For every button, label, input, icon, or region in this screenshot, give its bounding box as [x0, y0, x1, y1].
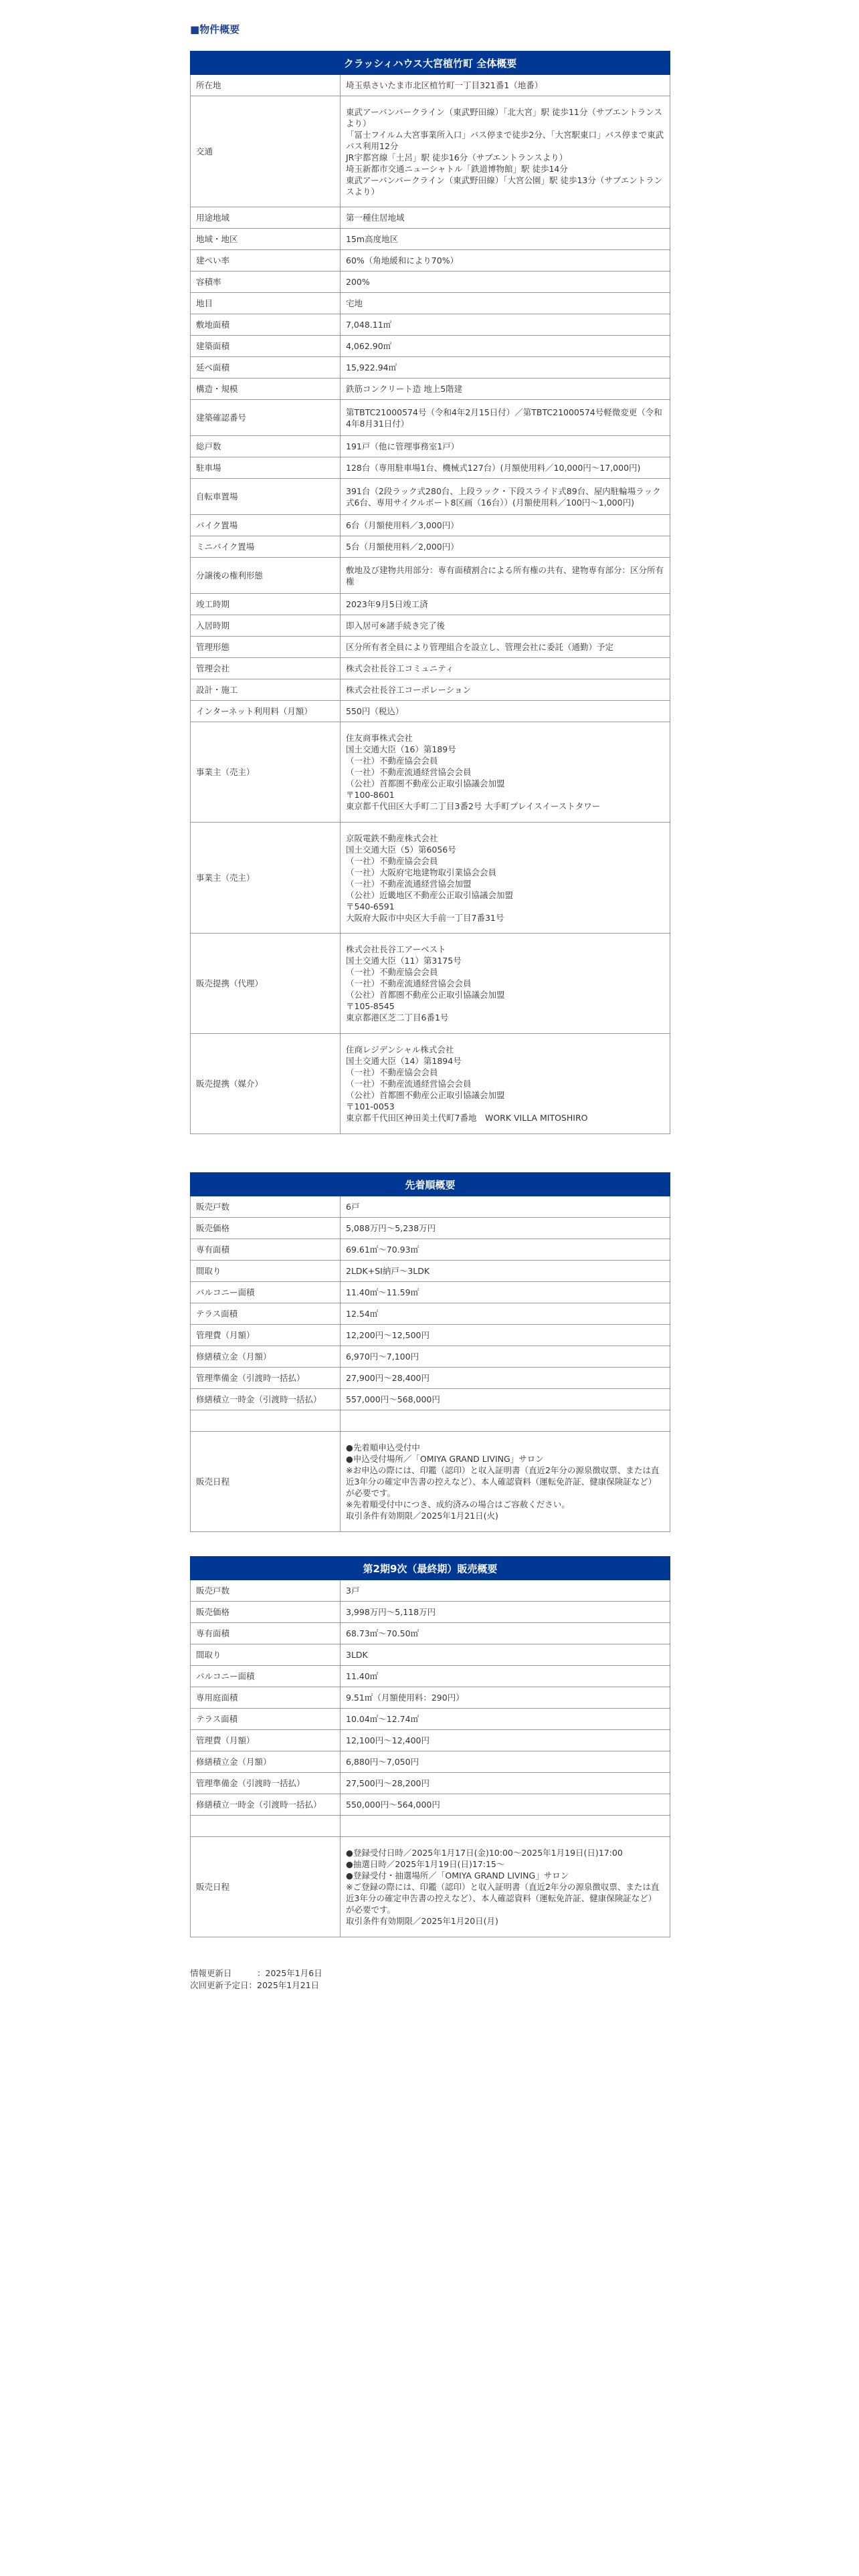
row-label: 自転車置場	[191, 479, 341, 515]
table-row	[191, 400, 670, 436]
row-value: 69.61㎡〜70.93㎡	[341, 1239, 670, 1261]
row-label: 専有面積	[191, 1623, 341, 1644]
row-value: 12,100円〜12,400円	[341, 1730, 670, 1751]
table-row	[191, 1432, 670, 1532]
row-value: 住商レジデンシャル株式会社 国土交通大臣（14）第1894号 （一社）不動産協会会員 （一社）不動産流通経営協会会員 （公社）首都圏不動産公正取引協議会加盟 〒101-0053 東京都千代田区神田美土代町7番地 WORK VILLA MITOSHIRO	[341, 1034, 670, 1134]
table-row	[191, 934, 670, 1034]
overview-table-title: クラッシィハウス大宮植竹町 全体概要	[191, 51, 670, 75]
row-label: 総戸数	[191, 436, 341, 457]
row-label: 駐車場	[191, 457, 341, 479]
row-value: ●登録受付日時／2025年1月17日(金)10:00〜2025年1月19日(日)17:00 ●抽選日時／2025年1月19日(日)17:15〜 ●登録受付・抽選場所／「OMIYA GRAND LIVING」サロン ※ご登録の際には、印鑑（認印）と収入証明書（直近2年分の源泉徴収票、または直近3年分の確定申告書の控えなど）、本人確認資料（運転免許証、健康保険証など）が必要です。 取引条件有効期限／2025年1月20日(月)	[341, 1837, 670, 1937]
row-label: 販売価格	[191, 1218, 341, 1239]
table-row	[191, 436, 670, 457]
table-row	[191, 229, 670, 250]
row-label: 建ぺい率	[191, 250, 341, 272]
row-value: 550,000円〜564,000円	[341, 1794, 670, 1816]
row-value: 15,922.94㎡	[341, 357, 670, 379]
table-row	[191, 1261, 670, 1282]
row-value: 埼玉県さいたま市北区植竹町一丁目321番1（地番）	[341, 75, 670, 96]
row-label: 敷地面積	[191, 314, 341, 336]
row-label: 入居時期	[191, 615, 341, 637]
page-title: ■物件概要	[190, 23, 240, 35]
phase2-section	[190, 1556, 670, 1937]
row-value: 15m高度地区	[341, 229, 670, 250]
table-row	[191, 1196, 670, 1218]
info-updated-date: 情報更新日 ：2025年1月6日	[190, 1968, 322, 1978]
row-value: 3LDK	[341, 1644, 670, 1666]
row-label: 販売価格	[191, 1602, 341, 1623]
table-row	[191, 536, 670, 558]
first-come-table	[190, 1172, 670, 1532]
row-value: 6戸	[341, 1196, 670, 1218]
row-value: 5,088万円〜5,238万円	[341, 1218, 670, 1239]
table-row	[191, 1580, 670, 1602]
next-update-date: 次回更新予定日：2025年1月21日	[190, 1980, 320, 1990]
row-value: 第TBTC21000574号（令和4年2月15日付）／第TBTC21000574号軽微変更（令和4年8月31日付）	[341, 400, 670, 436]
table-row	[191, 1709, 670, 1730]
row-value: 京阪電鉄不動産株式会社 国土交通大臣（5）第6056号 （一社）不動産協会会員 （一社）大阪府宅地建物取引業協会会員 （一社）不動産流通経営協会加盟 （公社）近畿地区不動産公正取引協議会加盟 〒540-6591 大阪府大阪市中央区大手前一丁目7番31号	[341, 823, 670, 934]
row-value: 宅地	[341, 293, 670, 314]
row-label: 管理形態	[191, 637, 341, 658]
table-row	[191, 1687, 670, 1709]
row-label: 延べ面積	[191, 357, 341, 379]
row-label: 建築面積	[191, 336, 341, 357]
row-value: 6,970円〜7,100円	[341, 1346, 670, 1368]
row-label: 間取り	[191, 1261, 341, 1282]
row-label: 専用庭面積	[191, 1687, 341, 1709]
table-row	[191, 1730, 670, 1751]
row-label: 交通	[191, 96, 341, 207]
table-row	[191, 1303, 670, 1325]
table-row	[191, 357, 670, 379]
table-row	[191, 293, 670, 314]
row-value: 2LDK+SI納戸〜3LDK	[341, 1261, 670, 1282]
phase2-table-title: 第2期9次（最終期）販売概要	[191, 1557, 670, 1580]
table-row	[191, 823, 670, 934]
row-label: テラス面積	[191, 1303, 341, 1325]
row-value: 12,200円〜12,500円	[341, 1325, 670, 1346]
table-row	[191, 1325, 670, 1346]
row-value: 27,900円〜28,400円	[341, 1368, 670, 1389]
row-value: 128台（専用駐車場1台、機械式127台）(月額使用料／10,000円〜17,000円)	[341, 457, 670, 479]
row-value: 12.54㎡	[341, 1303, 670, 1325]
row-label: 管理会社	[191, 658, 341, 679]
table-row	[191, 336, 670, 357]
row-label: 管理準備金（引渡時一括払）	[191, 1368, 341, 1389]
row-label: 修繕積立一時金（引渡時一括払）	[191, 1794, 341, 1816]
row-value: 5台（月額使用料／2,000円）	[341, 536, 670, 558]
table-row	[191, 314, 670, 336]
row-label: 販売戸数	[191, 1580, 341, 1602]
row-label: 販売提携（代理）	[191, 934, 341, 1034]
row-label: 容積率	[191, 272, 341, 293]
row-value: 7,048.11㎡	[341, 314, 670, 336]
row-value	[341, 1816, 670, 1837]
row-value: 株式会社長谷工コミュニティ	[341, 658, 670, 679]
table-row	[191, 1816, 670, 1837]
table-row	[191, 1773, 670, 1794]
row-value: 敷地及び建物共用部分：専有面積割合による所有権の共有、建物専有部分：区分所有権	[341, 558, 670, 594]
table-row	[191, 96, 670, 207]
table-row	[191, 637, 670, 658]
table-row	[191, 479, 670, 515]
row-label: 販売日程	[191, 1837, 341, 1937]
row-value: 550円（税込）	[341, 701, 670, 722]
row-label: テラス面積	[191, 1709, 341, 1730]
table-row	[191, 379, 670, 400]
row-value: 第一種住居地域	[341, 207, 670, 229]
row-label: バイク置場	[191, 515, 341, 536]
table-row	[191, 207, 670, 229]
update-info	[190, 1967, 322, 1992]
row-label: 販売戸数	[191, 1196, 341, 1218]
row-value: 鉄筋コンクリート造 地上5階建	[341, 379, 670, 400]
row-value: 60%（角地緩和により70%）	[341, 250, 670, 272]
phase2-table	[190, 1556, 670, 1937]
row-value	[341, 1410, 670, 1432]
row-label	[191, 1816, 341, 1837]
row-value: 6,880円〜7,050円	[341, 1751, 670, 1773]
first-come-table-title: 先着順概要	[191, 1173, 670, 1196]
row-value: 即入居可※諸手続き完了後	[341, 615, 670, 637]
row-value: 6台（月額使用料／3,000円）	[341, 515, 670, 536]
row-value: 3戸	[341, 1580, 670, 1602]
row-value: 27,500円〜28,200円	[341, 1773, 670, 1794]
table-row	[191, 1389, 670, 1410]
row-label: 所在地	[191, 75, 341, 96]
row-value: 11.40㎡〜11.59㎡	[341, 1282, 670, 1303]
row-label: 管理費（月額）	[191, 1325, 341, 1346]
row-label: 事業主（売主）	[191, 722, 341, 823]
table-row	[191, 701, 670, 722]
row-label: 構造・規模	[191, 379, 341, 400]
row-value: 3,998万円〜5,118万円	[341, 1602, 670, 1623]
table-row	[191, 1282, 670, 1303]
table-row	[191, 594, 670, 615]
row-value: 200%	[341, 272, 670, 293]
row-label: 分譲後の権利形態	[191, 558, 341, 594]
table-row	[191, 1368, 670, 1389]
row-value: 68.73㎡〜70.50㎡	[341, 1623, 670, 1644]
row-label: 建築確認番号	[191, 400, 341, 436]
table-row	[191, 457, 670, 479]
row-label: 設計・施工	[191, 679, 341, 701]
table-row	[191, 722, 670, 823]
row-value: 10.04㎡〜12.74㎡	[341, 1709, 670, 1730]
row-value: 株式会社長谷工コーポレーション	[341, 679, 670, 701]
first-come-section	[190, 1172, 670, 1532]
table-row	[191, 1751, 670, 1773]
table-row	[191, 1410, 670, 1432]
row-value: 区分所有者全員により管理組合を設立し、管理会社に委託（通勤）予定	[341, 637, 670, 658]
table-row	[191, 1644, 670, 1666]
row-label: 修繕積立金（月額）	[191, 1751, 341, 1773]
row-label: 修繕積立金（月額）	[191, 1346, 341, 1368]
row-label: 用途地域	[191, 207, 341, 229]
table-row	[191, 1034, 670, 1134]
overview-section	[190, 51, 670, 1134]
row-label: 販売提携（媒介）	[191, 1034, 341, 1134]
table-row	[191, 615, 670, 637]
row-label	[191, 1410, 341, 1432]
row-label: 管理準備金（引渡時一括払）	[191, 1773, 341, 1794]
row-label: バルコニー面積	[191, 1666, 341, 1687]
row-value: 2023年9月5日竣工済	[341, 594, 670, 615]
table-row	[191, 558, 670, 594]
table-row	[191, 1666, 670, 1687]
table-row	[191, 658, 670, 679]
row-value: 11.40㎡	[341, 1666, 670, 1687]
row-label: 修繕積立一時金（引渡時一括払）	[191, 1389, 341, 1410]
table-row	[191, 1602, 670, 1623]
table-row	[191, 75, 670, 96]
row-label: 販売日程	[191, 1432, 341, 1532]
row-label: 専有面積	[191, 1239, 341, 1261]
row-value: 東武アーバンパークライン（東武野田線）「北大宮」駅 徒歩11分（サブエントランスより） 「冨士フイルム大宮事業所入口」バス停まで徒歩2分、「大宮駅東口」バス停まで東武バス利用12分 JR宇都宮線「土呂」駅 徒歩16分（サブエントランスより） 埼玉新都市交通ニューシャトル「鉄道博物館」駅 徒歩14分 東武アーバンパークライン（東武野田線）「大宮公園」駅 徒歩13分（サブエントランスより）	[341, 96, 670, 207]
table-row	[191, 250, 670, 272]
table-row	[191, 1239, 670, 1261]
table-row	[191, 1218, 670, 1239]
row-value: 住友商事株式会社 国土交通大臣（16）第189号 （一社）不動産協会会員 （一社）不動産流通経営協会会員 （公社）首都圏不動産公正取引協議会加盟 〒100-8601 東京都千代田区大手町二丁目3番2号 大手町プレイスイーストタワー	[341, 722, 670, 823]
row-label: 竣工時期	[191, 594, 341, 615]
row-label: 地域・地区	[191, 229, 341, 250]
overview-table	[190, 51, 670, 1134]
row-label: 事業主（売主）	[191, 823, 341, 934]
row-value: 9.51㎡（月額使用料：290円）	[341, 1687, 670, 1709]
row-value: ●先着順申込受付中 ●申込受付場所／「OMIYA GRAND LIVING」サロン ※お申込の際には、印鑑（認印）と収入証明書（直近2年分の源泉徴収票、または直近3年分の確定申告書の控えなど）、本人確認資料（運転免許証、健康保険証など）が必要です。 ※先着順受付中につき、成約済みの場合はご容赦ください。 取引条件有効期限／2025年1月21日(火)	[341, 1432, 670, 1532]
table-row	[191, 1837, 670, 1937]
table-row	[191, 1794, 670, 1816]
row-label: 間取り	[191, 1644, 341, 1666]
table-row	[191, 679, 670, 701]
table-row	[191, 515, 670, 536]
row-label: インターネット利用料（月額）	[191, 701, 341, 722]
row-value: 株式会社長谷工アーベスト 国土交通大臣（11）第3175号 （一社）不動産協会会員 （一社）不動産流通経営協会会員 （公社）首都圏不動産公正取引協議会加盟 〒105-8545 東京都港区芝二丁目6番1号	[341, 934, 670, 1034]
table-row	[191, 272, 670, 293]
row-label: ミニバイク置場	[191, 536, 341, 558]
row-label: バルコニー面積	[191, 1282, 341, 1303]
row-value: 391台（2段ラック式280台、上段ラック・下段スライド式89台、屋内駐輪場ラック式6台、専用サイクルポート8区画（16台））(月額使用料／100円〜1,000円)	[341, 479, 670, 515]
row-value: 557,000円〜568,000円	[341, 1389, 670, 1410]
row-value: 191戸（他に管理事務室1戸）	[341, 436, 670, 457]
row-value: 4,062.90㎡	[341, 336, 670, 357]
table-row	[191, 1346, 670, 1368]
table-row	[191, 1623, 670, 1644]
row-label: 管理費（月額）	[191, 1730, 341, 1751]
row-label: 地目	[191, 293, 341, 314]
